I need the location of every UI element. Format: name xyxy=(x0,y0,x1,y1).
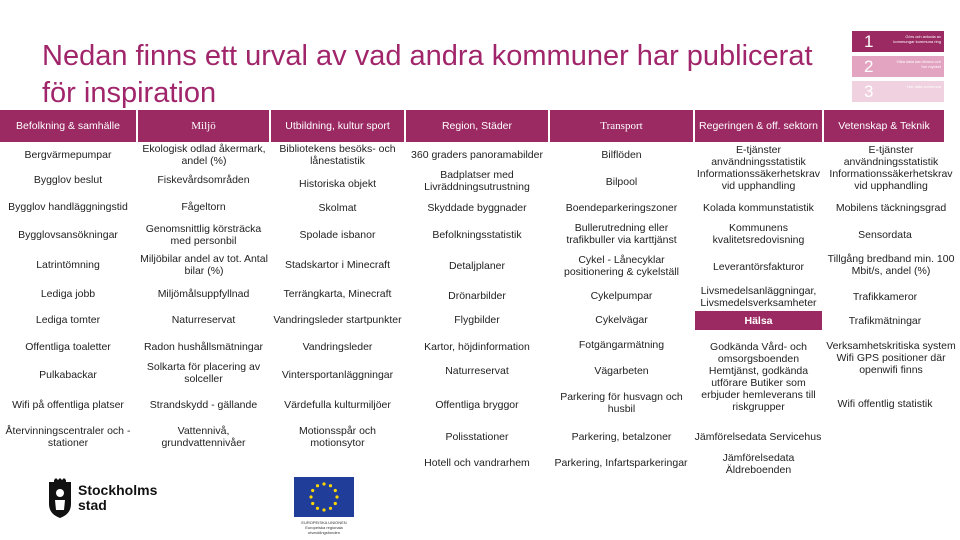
eu-caption: EUROPEISKA UNIONEN Europeiska regionala utvecklingsfonden xyxy=(301,520,347,535)
table-cell: E-tjänster användningsstatistik Informationssäkerhetskrav vid upphandling xyxy=(696,144,821,192)
table-cell: Fiskevårdsområden xyxy=(157,174,250,186)
table-cell: Bygglov beslut xyxy=(33,174,103,186)
step-text: Hur data kommuna xyxy=(906,84,941,89)
table-cell: Bilpool xyxy=(605,176,638,188)
table-cell: Vattennivå, grundvattennivåer xyxy=(161,425,246,449)
table-cell: Verksamhetskritiska system Wifi GPS positioner där openwifi finns xyxy=(826,340,956,376)
column-header: Miljö xyxy=(138,110,269,142)
column-header: Regeringen & off. sektorn xyxy=(695,110,822,142)
table-cell: Mobilens täckningsgrad xyxy=(835,202,947,214)
table-cell: Befolkningsstatistik xyxy=(432,229,522,241)
table-cell: Tillgång bredband min. 100 Mbit/s, andel (%) xyxy=(827,253,955,277)
table-cell: Boendeparkeringszoner xyxy=(565,202,678,214)
table-cell: Parkering, betalzoner xyxy=(571,431,672,443)
table-cell: Naturreservat xyxy=(171,314,236,326)
table-cell: Värdefulla kulturmiljöer xyxy=(284,399,391,411)
table-cell: Offentliga toaletter xyxy=(25,341,111,353)
table-cell: Flygbilder xyxy=(454,314,500,326)
table-cell: Cykelpumpar xyxy=(590,290,653,302)
table-cell: Bergvärmepumpar xyxy=(24,149,112,161)
table-cell: Terrängkarta, Minecraft xyxy=(283,288,392,300)
table-cell: Detaljplaner xyxy=(448,260,506,272)
table-cell: Fågeltorn xyxy=(181,201,226,213)
table-cell: Godkända Vård- och omsorgsboenden Hemtjänst, godkända utförare Butiker som erbjuder hemleverans till riskgrupper xyxy=(701,341,816,413)
table-cell: Kolada kommunstatistik xyxy=(703,202,814,214)
table-cell: 360 graders panoramabilder xyxy=(411,149,543,161)
table-cell: Lediga jobb xyxy=(40,288,96,300)
page-title: Nedan finns ett urval av vad andra kommuner har publicerat för inspiration xyxy=(42,40,813,109)
table-cell: Motionsspår och motionsytor xyxy=(298,425,377,449)
table-cell: Spolade isbanor xyxy=(299,229,376,241)
table-cell-highlight: Hälsa xyxy=(695,311,822,330)
eu-flag-icon xyxy=(294,477,354,517)
step-number: 2 xyxy=(864,57,874,76)
table-cell: Bullerutredning eller trafikbuller via karttjänst xyxy=(566,222,677,246)
table-cell: Cykel - Lånecyklar positionering & cykelställ xyxy=(564,254,679,278)
table-cell: Skolmat xyxy=(318,202,357,214)
table-cell: Genomsnittlig körsträcka med personbil xyxy=(145,223,262,247)
table-cell: Leverantörsfakturor xyxy=(712,261,805,273)
column-header: Befolkning & samhälle xyxy=(0,110,136,142)
table-cell: Historiska objekt xyxy=(298,178,377,190)
table-cell: Vintersportanläggningar xyxy=(281,369,394,381)
table-cell: Radon hushållsmätningar xyxy=(143,341,264,353)
table-cell: Stadskartor i Minecraft xyxy=(284,259,391,271)
table-cell: Vandringsleder startpunkter xyxy=(273,314,402,326)
step-3 xyxy=(852,81,944,102)
step-text: Görs och avkoda av kommungar kommuna ring xyxy=(893,34,941,44)
step-number: 3 xyxy=(864,82,874,101)
table-cell: Trafikkameror xyxy=(852,291,918,303)
table-cell: Bilflöden xyxy=(601,149,642,161)
table-cell: Miljömålsuppfyllnad xyxy=(157,288,250,300)
step-1 xyxy=(852,31,944,52)
table-cell: Badplatser med Livräddningsutrustning xyxy=(424,169,530,193)
stockholm-logo xyxy=(48,478,163,518)
table-cell: Parkering, Infartsparkeringar xyxy=(554,457,688,469)
column-header: Utbildning, kultur sport xyxy=(271,110,404,142)
table-cell: Skyddade byggnader xyxy=(427,202,527,214)
table-cell: Drönarbilder xyxy=(448,290,506,302)
table-cell: Ekologisk odlad åkermark, andel (%) xyxy=(142,143,266,167)
crown-crest-icon xyxy=(48,478,72,518)
step-2 xyxy=(852,56,944,77)
table-cell: Naturreservat xyxy=(445,365,509,377)
table-cell: Wifi offentlig statistik xyxy=(837,398,933,410)
table-cell: Solkarta för placering av solceller xyxy=(146,361,261,385)
dataset-table xyxy=(0,110,960,484)
table-cell: Miljöbilar andel av tot. Antal bilar (%) xyxy=(140,253,268,277)
column-header: Region, Städer xyxy=(406,110,548,142)
table-cell: Kommunens kvalitetsredovisning xyxy=(712,222,805,246)
table-cell: Vandringsleder xyxy=(302,341,373,353)
eu-logo xyxy=(294,477,354,539)
table-cell: Lediga tomter xyxy=(35,314,101,326)
table-cell: Pulkabackar xyxy=(39,369,97,381)
table-cell: Offentliga bryggor xyxy=(435,399,519,411)
step-text: Vilka data kan lämna och hur mycket xyxy=(896,59,941,69)
table-cell: Kartor, höjdinformation xyxy=(424,341,530,353)
step-indicator xyxy=(852,31,944,106)
table-cell: Strandskydd - gällande xyxy=(149,399,258,411)
table-cell: Sensordata xyxy=(858,229,912,241)
table-cell: Jämförelsedata Servicehus xyxy=(694,431,822,443)
table-cell: E-tjänster användningsstatistik Informationssäkerhetskrav vid upphandling xyxy=(829,144,953,192)
table-cell: Latrintömning xyxy=(36,259,100,271)
table-cell: Polisstationer xyxy=(445,431,509,443)
table-cell: Jämförelsedata Äldreboenden xyxy=(722,452,795,476)
table-cell: Bygglovsansökningar xyxy=(18,229,118,241)
table-cell: Parkering för husvagn och husbil xyxy=(560,391,683,415)
table-cell: Fotgängarmätning xyxy=(578,339,665,351)
table-cell: Hotell och vandrarhem xyxy=(424,457,530,469)
stockholm-logo-text: Stockholms stad xyxy=(78,482,158,513)
step-number: 1 xyxy=(864,32,874,51)
column-header: Vetenskap & Teknik xyxy=(824,110,944,142)
table-cell: Wifi på offentliga platser xyxy=(12,399,124,411)
table-cell: Bygglov handläggningstid xyxy=(8,201,128,213)
table-cell: Bibliotekens besöks- och lånestatistik xyxy=(279,143,396,167)
table-cell: Vägarbeten xyxy=(594,365,649,377)
table-cell: Livsmedelsanläggningar, Livsmedelsverksamheter xyxy=(700,285,817,309)
table-cell: Återvinningscentraler och -stationer xyxy=(5,425,131,449)
table-cell: Cykelvägar xyxy=(595,314,648,326)
column-header: Transport xyxy=(550,110,693,142)
table-cell: Trafikmätningar xyxy=(848,315,922,327)
